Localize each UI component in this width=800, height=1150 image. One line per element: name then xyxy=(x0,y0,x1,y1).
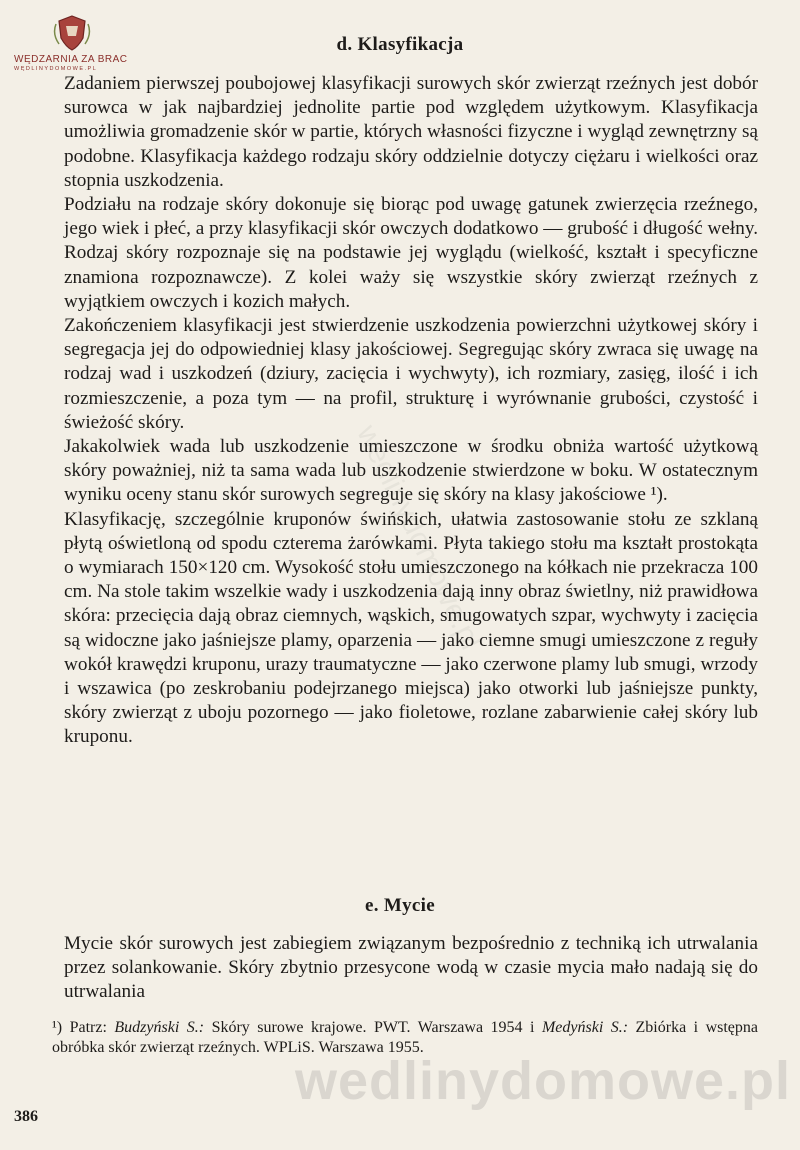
paragraph: Zakończeniem klasyfikacji jest stwierdzenie uszkodzenia powierzchni użytkowej skóry i segregacja jej do odpowiedniej klasy jakościowej. Segregując skóry zwraca się uwagę na rodzaj wad i uszkodzeń (dziury, zacięcia i wychwyty), ich rozmiary, zasięg, ilość i ich rozmieszczenie, a poza tym — na profil, strukturę i wyrównanie grubości, czystość i świeżość skóry. xyxy=(64,315,758,433)
diagonal-watermark: wedlinydomowe.pl xyxy=(350,420,488,655)
section-mycie-body xyxy=(64,932,758,1005)
paragraph: Zadaniem pierwszej poubojowej klasyfikacji surowych skór zwierząt rzeźnych jest dobór surowca w jak najbardziej jednolite partie pod względem użytkowym. Klasyfikacja umożliwia gromadzenie skór w partie, których własności fizyczne i wygląd zewnętrzny są podobne. Klasyfikacja każdego rodzaju skóry oddzielnie dotyczy ciężaru i wielkości oraz stopnia uszkodzenia. xyxy=(64,73,758,191)
logo-subtitle: WĘDLINYDOMOWE.PL xyxy=(14,66,98,72)
paragraph: Klasyfikację, szczególnie kruponów świńskich, ułatwia zastosowanie stołu ze szklaną płytą oświetloną od spodu czterema żarówkami. Płyta takiego stołu ma kształt prostokąta o wymiarach 150×120 cm. Wysokość stołu umieszczonego na kółkach nie przekracza 100 cm. Na stole takim wszelkie wady i uszkodzenia dają inny obraz świetlny, niż prawidłowa skóra: przecięcia dają obraz ciemnych, wąskich, smugowatych szpar, wychwyty i zacięcia są widoczne jako jaśniejsze plamy, oparzenia — jako ciemne smugi umieszczone z reguły wokół krawędzi kruponu, urazy traumatyczne — jako czerwone plamy lub smugi, wrzody i wszawica (po zeskrobaniu podejrzanego miejsca) jako otworki lub jaśniejsze punkty, skóry zwierząt z uboju pozornego — jako fioletowe, rozlane zabarwienie całej skóry lub kruponu. xyxy=(64,508,758,748)
paragraph: Mycie skór surowych jest zabiegiem związanym bezpośrednio z techniką ich utrwalania przez solankowanie. Skóry zbytnio przesycone wodą w czasie mycia mało nadają się do utrwalania xyxy=(64,933,758,1003)
footnote-marker: ¹) Patrz: xyxy=(52,1019,115,1036)
section-heading-mycie: e. Mycie xyxy=(365,895,435,916)
logo-title: WĘDZARNIA ZA BRAC xyxy=(14,54,128,65)
footnote-author: Medyński S.: xyxy=(541,1019,629,1036)
paragraph: Podziału na rodzaje skóry dokonuje się biorąc pod uwagę gatunek zwierzęcia rzeźnego, jego wiek i płeć, a przy klasyfikacji skór owczych dodatkowo — grubość i długość wełny. Rodzaj skóry rozpoznaje się na podstawie jej wyglądu (wielkość, kształt i specyficzne znamiona rozpoznawcze). Z kolei waży się wszystkie skóry zwierząt rzeźnych z wyjątkiem owczych i kozich małych. xyxy=(64,194,758,312)
page-number: 386 xyxy=(14,1108,38,1125)
paragraph: Jakakolwiek wada lub uszkodzenie umieszczone w środku obniża wartość użytkową skóry poważniej, niż ta sama wada lub uszkodzenie stwierdzone w boku. W ostatecznym wyniku oceny stanu skór surowych segreguje się skóry na klasy jakościowe ¹). xyxy=(64,436,758,506)
footnote-citation: Skóry surowe krajowe. PWT. Warszawa 1954 i xyxy=(204,1019,542,1036)
watermark: wedlinydomowe.pl xyxy=(295,1051,792,1111)
section-klasyfikacja-body xyxy=(64,72,758,750)
section-heading-klasyfikacja: d. Klasyfikacja xyxy=(336,34,464,55)
footnote-citation: Zbiórka i wstępna obróbka skór zwierząt rzeźnych. WPLiS. Warszawa 1955. xyxy=(52,1019,759,1056)
footnote-author: Budzyński S.: xyxy=(114,1019,205,1036)
